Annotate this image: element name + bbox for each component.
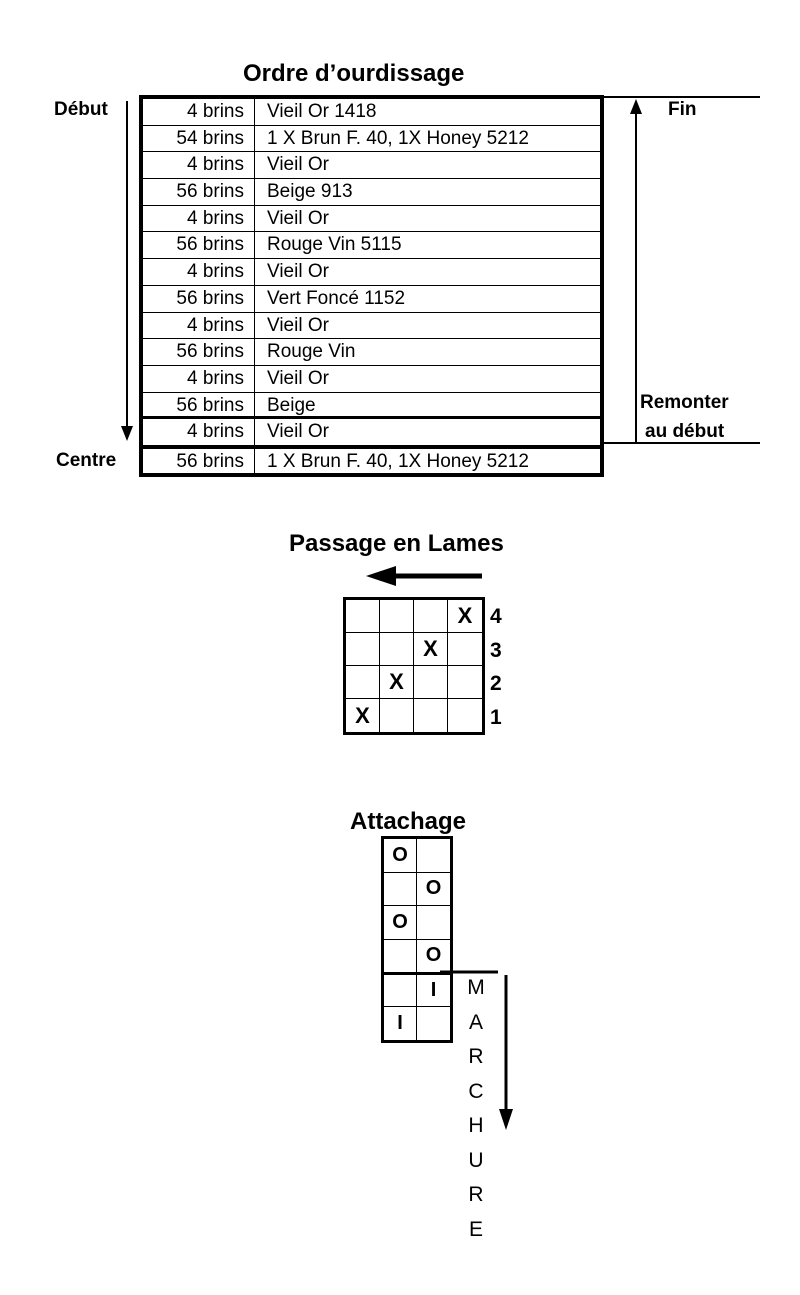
warping-row [143, 419, 600, 446]
threading-cell [380, 699, 414, 732]
threading-cell: X [380, 666, 414, 699]
thread-count: 4 brins [143, 313, 255, 339]
thread-count: 4 brins [143, 366, 255, 392]
warping-row [143, 446, 600, 473]
thread-color: 1 X Brun F. 40, 1X Honey 5212 [267, 450, 529, 472]
threading-cell [448, 666, 482, 699]
warping-row [143, 339, 600, 366]
threading-cell [448, 699, 482, 732]
left-arrow-icon [362, 564, 492, 588]
thread-color: Vieil Or [267, 207, 329, 229]
threading-cell [448, 633, 482, 666]
treadling-letter: R [468, 1183, 484, 1206]
warping-row [143, 179, 600, 206]
threading-cell: X [414, 633, 448, 666]
start-label: Début [54, 99, 108, 120]
threading-cell: X [346, 699, 380, 732]
thread-count: 56 brins [143, 179, 255, 205]
threading-cell [380, 600, 414, 633]
threading-cell [380, 633, 414, 666]
treadling-letter: E [468, 1217, 483, 1241]
thread-count: 56 brins [143, 393, 255, 417]
tieup-cell: O [384, 839, 417, 873]
shaft-number: 3 [490, 638, 502, 662]
tieup-grid [381, 836, 453, 1043]
thread-color: Rouge Vin [267, 341, 356, 363]
thread-count: 56 brins [143, 286, 255, 312]
thread-color: Vert Foncé 1152 [267, 287, 406, 309]
treadling-letter: R [468, 1045, 484, 1068]
tieup-cell [384, 973, 417, 1007]
treadling-down-arrow-icon [494, 975, 518, 1135]
warping-row [143, 286, 600, 313]
tieup-cell: O [417, 873, 450, 907]
threading-cell [414, 600, 448, 633]
shaft-number: 4 [490, 605, 502, 628]
thread-color: Beige 913 [267, 181, 353, 203]
warping-row [143, 232, 600, 259]
warping-row [143, 126, 600, 153]
tieup-cell [384, 873, 417, 907]
return-label-line2: au début [645, 421, 725, 442]
thread-color: Vieil Or [267, 154, 329, 176]
center-label: Centre [56, 450, 117, 471]
down-arrow-icon [121, 101, 133, 441]
thread-color: Vieil Or 1418 [267, 101, 377, 122]
tieup-cell [417, 906, 450, 940]
treadling-letter: A [468, 1010, 483, 1034]
threading-cell [346, 633, 380, 666]
warping-row [143, 206, 600, 233]
thread-color: Rouge Vin 5115 [267, 234, 402, 256]
thread-color: Vieil Or [267, 421, 329, 443]
threading-cell: X [448, 600, 482, 633]
shaft-number: 2 [490, 672, 502, 695]
warping-title: Ordre d’ourdissage [243, 60, 465, 87]
tieup-cell: O [417, 940, 450, 974]
thread-count: 4 brins [143, 419, 255, 445]
thread-count: 56 brins [143, 449, 255, 473]
threading-cell [346, 666, 380, 699]
warping-row [143, 313, 600, 340]
thread-color: Beige [267, 394, 316, 416]
treadling-letter: H [468, 1114, 484, 1137]
tieup-cell: I [384, 1007, 417, 1041]
return-label-line1: Remonter [640, 392, 729, 413]
thread-count: 4 brins [143, 152, 255, 178]
thread-count: 56 brins [143, 339, 255, 365]
thread-color: Vieil Or [267, 367, 329, 389]
threading-cell [414, 666, 448, 699]
threading-title: Passage en Lames [289, 530, 504, 557]
warping-table [139, 95, 604, 477]
treadling-letter: C [468, 1079, 484, 1103]
tieup-cell: I [417, 973, 450, 1007]
warping-row [143, 259, 600, 286]
thread-count: 4 brins [143, 206, 255, 232]
threading-cell [346, 600, 380, 633]
thread-count: 54 brins [143, 126, 255, 152]
thread-color: Vieil Or [267, 261, 329, 283]
threading-grid [343, 597, 485, 735]
tieup-title: Attachage [350, 808, 467, 835]
shaft-number: 1 [490, 705, 502, 729]
warping-row [143, 366, 600, 393]
warping-row [143, 152, 600, 179]
threading-cell [414, 699, 448, 732]
thread-count: 4 brins [143, 99, 255, 125]
up-arrow-icon [630, 99, 642, 443]
warping-row [143, 393, 600, 420]
thread-color: 1 X Brun F. 40, 1X Honey 5212 [267, 127, 529, 149]
treadling-letter: M [467, 976, 485, 999]
treadling-letter: U [468, 1148, 484, 1172]
warping-row [143, 99, 600, 126]
thread-count: 4 brins [143, 259, 255, 285]
end-label: Fin [668, 99, 697, 120]
tieup-cell [417, 839, 450, 873]
thread-count: 56 brins [143, 232, 255, 258]
tieup-cell [417, 1007, 450, 1041]
tieup-cell: O [384, 906, 417, 940]
tieup-cell [384, 940, 417, 974]
thread-color: Vieil Or [267, 314, 329, 336]
